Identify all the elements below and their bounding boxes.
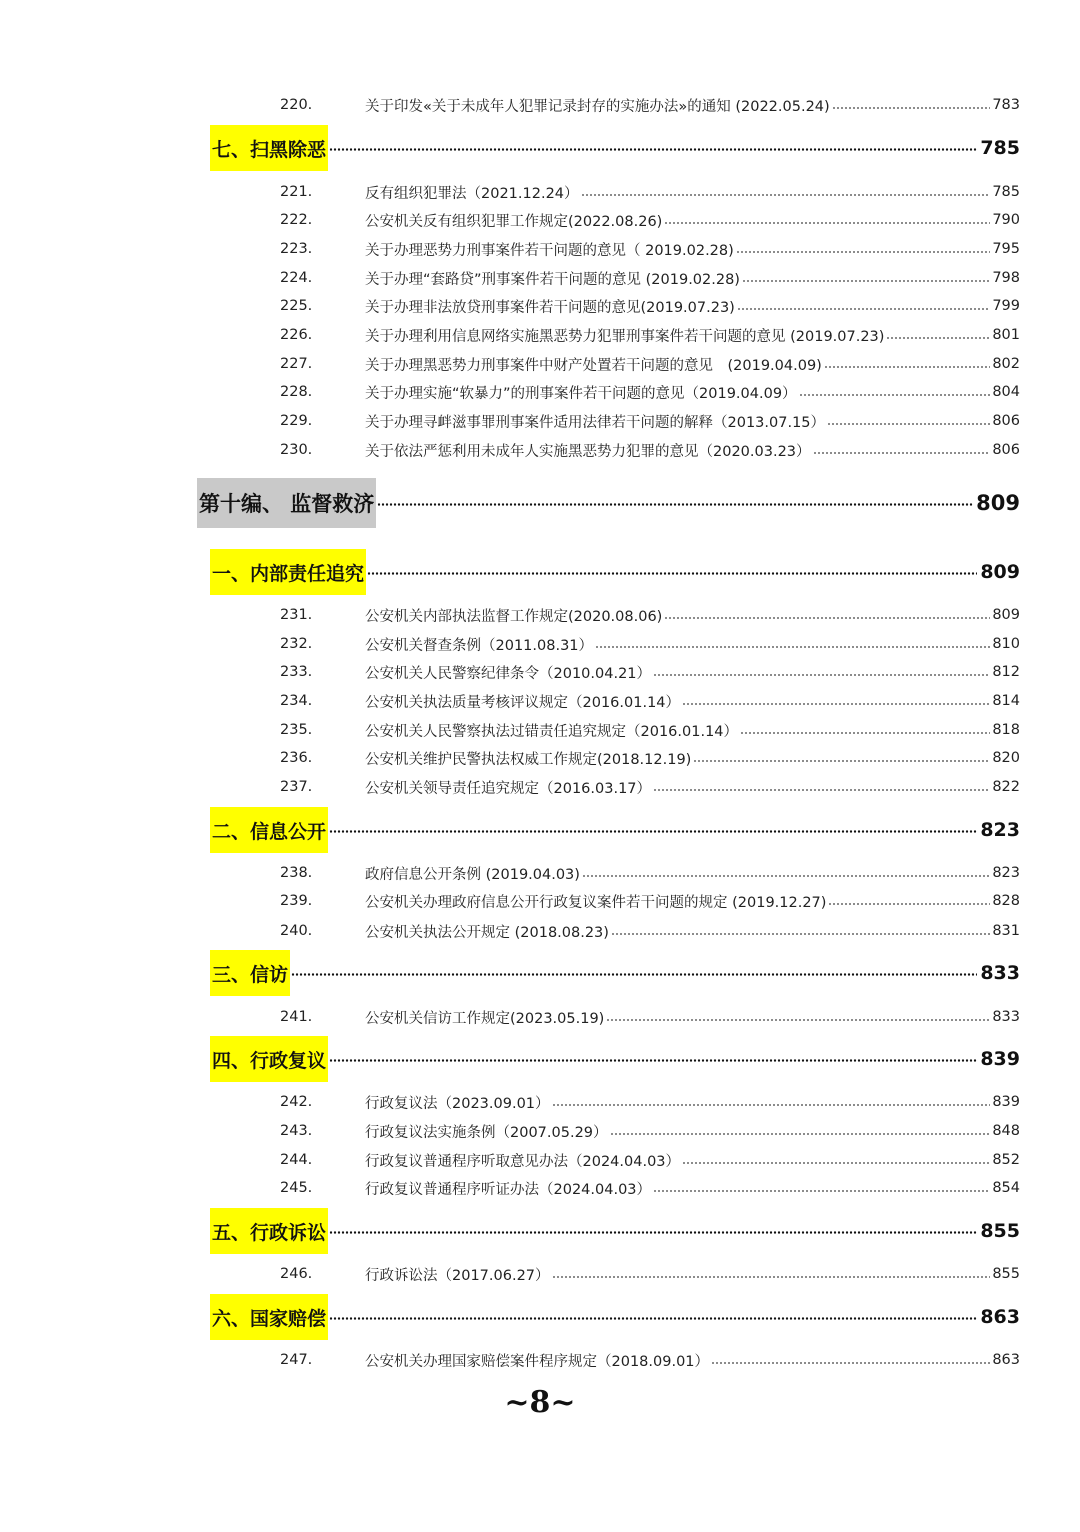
page-ref: 839: [980, 1048, 1020, 1070]
page-ref: 785: [992, 184, 1020, 200]
dot-leader: [291, 973, 977, 976]
dot-leader: [653, 674, 990, 676]
entry-number: 224.: [280, 270, 313, 286]
entry-title: 公安机关人民警察纪律条令（2010.04.21）: [365, 665, 652, 682]
toc-entry: [280, 92, 1020, 118]
toc-section-heading: [210, 125, 1020, 171]
toc-section-heading: [210, 1036, 1020, 1082]
page-ref: 833: [992, 1009, 1020, 1025]
entry-title: 公安机关内部执法监督工作规定(2020.08.06): [365, 608, 663, 625]
entry-title: 政府信息公开条例 (2019.04.03): [365, 866, 580, 883]
dot-leader: [824, 366, 990, 368]
entry-number: 245.: [280, 1180, 313, 1196]
entry-title: 行政复议普通程序听取意见办法（2024.04.03）: [365, 1153, 681, 1170]
dot-leader: [682, 1162, 990, 1164]
heading-title: 一、内部责任追究: [210, 549, 366, 595]
entry-title: 公安机关信访工作规定(2023.05.19): [365, 1010, 605, 1027]
entry-number: 223.: [280, 241, 313, 257]
dot-leader: [682, 703, 990, 705]
entry-number: 246.: [280, 1266, 313, 1282]
page-ref: 855: [992, 1266, 1020, 1282]
entry-title: 关于办理实施“软暴力”的刑事案件若干问题的意见（2019.04.09）: [365, 385, 797, 402]
heading-title: 第十编、 监督救济: [197, 478, 376, 528]
toc-entry: [280, 888, 1020, 914]
dot-leader: [595, 646, 990, 648]
entry-title: 行政复议普通程序听证办法（2024.04.03）: [365, 1181, 652, 1198]
page-ref: 852: [992, 1152, 1020, 1168]
page-ref: 799: [992, 298, 1020, 314]
entry-number: 220.: [280, 97, 313, 113]
dot-leader: [377, 503, 973, 506]
toc-section-heading: [210, 807, 1020, 853]
heading-title: 二、信息公开: [210, 807, 328, 853]
toc-entry: [280, 179, 1020, 205]
toc-section-heading: [210, 549, 1020, 595]
page-number: ~8~: [504, 1385, 576, 1420]
entry-number: 239.: [280, 893, 313, 909]
entry-title: 关于办理寻衅滋事罪刑事案件适用法律若干问题的解释（2013.07.15）: [365, 414, 826, 431]
entry-title: 公安机关办理政府信息公开行政复议案件若干问题的规定 (2019.12.27): [365, 894, 827, 911]
dot-leader: [886, 337, 990, 339]
entry-number: 244.: [280, 1152, 313, 1168]
toc-part-heading: [197, 478, 1020, 528]
toc-entry: [280, 408, 1020, 434]
dot-leader: [552, 1104, 991, 1106]
toc-entry: [280, 265, 1020, 291]
toc-entry: [280, 293, 1020, 319]
entry-title: 关于办理黑恶势力刑事案件中财产处置若干问题的意见 (2019.04.09): [365, 357, 822, 374]
heading-title: 六、国家赔偿: [210, 1294, 328, 1340]
entry-title: 行政复议法实施条例（2007.05.29）: [365, 1124, 608, 1141]
entry-number: 222.: [280, 212, 313, 228]
toc-entry: [280, 207, 1020, 233]
dot-leader: [832, 107, 991, 109]
dot-leader: [329, 1059, 977, 1062]
entry-number: 221.: [280, 184, 313, 200]
page-ref: 820: [992, 750, 1020, 766]
entry-title: 行政诉讼法（2017.06.27）: [365, 1267, 550, 1284]
toc-entry: [280, 717, 1020, 743]
page-ref: 863: [992, 1352, 1020, 1368]
toc-entry: [280, 1004, 1020, 1030]
entry-title: 行政复议法（2023.09.01）: [365, 1095, 550, 1112]
page-ref: 809: [992, 607, 1020, 623]
entry-number: 235.: [280, 722, 313, 738]
toc-entry: [280, 774, 1020, 800]
page-ref: 798: [992, 270, 1020, 286]
page-ref: 831: [992, 923, 1020, 939]
page-ref: 848: [992, 1123, 1020, 1139]
entry-number: 247.: [280, 1352, 313, 1368]
entry-number: 240.: [280, 923, 313, 939]
dot-leader: [653, 789, 990, 791]
entry-number: 225.: [280, 298, 313, 314]
dot-leader: [581, 194, 991, 196]
dot-leader: [329, 1231, 977, 1234]
page-ref: 823: [992, 865, 1020, 881]
entry-title: 公安机关执法质量考核评议规定（2016.01.14）: [365, 694, 681, 711]
entry-title: 公安机关领导责任追究规定（2016.03.17）: [365, 780, 652, 797]
entry-title: 公安机关办理国家赔偿案件程序规定（2018.09.01）: [365, 1353, 710, 1370]
dot-leader: [799, 394, 991, 396]
entry-number: 231.: [280, 607, 313, 623]
dot-leader: [552, 1276, 991, 1278]
page-ref: 809: [980, 561, 1020, 583]
dot-leader: [653, 1190, 990, 1192]
toc-entry: [280, 1347, 1020, 1373]
dot-leader: [711, 1362, 990, 1364]
toc-entry: [280, 688, 1020, 714]
dot-leader: [828, 903, 990, 905]
page-ref: 809: [976, 491, 1020, 515]
heading-title: 五、行政诉讼: [210, 1208, 328, 1254]
dot-leader: [610, 1133, 991, 1135]
dot-leader: [329, 830, 977, 833]
dot-leader: [329, 148, 977, 151]
entry-title: 关于印发«关于未成年人犯罪记录封存的实施办法»的通知 (2022.05.24): [365, 98, 830, 115]
page-ref: 801: [992, 327, 1020, 343]
toc-entry: [280, 602, 1020, 628]
page-ref: 828: [992, 893, 1020, 909]
toc-entry: [280, 351, 1020, 377]
dot-leader: [329, 1317, 977, 1320]
page-ref: 863: [980, 1306, 1020, 1328]
page-ref: 804: [992, 384, 1020, 400]
entry-number: 227.: [280, 356, 313, 372]
dot-leader: [737, 308, 990, 310]
dot-leader: [740, 732, 990, 734]
dot-leader: [606, 1019, 990, 1021]
dot-leader: [367, 572, 977, 575]
page-ref: 806: [992, 413, 1020, 429]
toc-entry: [280, 1118, 1020, 1144]
entry-number: 226.: [280, 327, 313, 343]
dot-leader: [742, 280, 990, 282]
entry-number: 232.: [280, 636, 313, 652]
toc-entry: [280, 918, 1020, 944]
dot-leader: [813, 452, 991, 454]
page-ref: 802: [992, 356, 1020, 372]
toc-entry: [280, 659, 1020, 685]
entry-title: 关于办理非法放贷刑事案件若干问题的意见(2019.07.23): [365, 299, 735, 316]
entry-title: 公安机关执法公开规定 (2018.08.23): [365, 924, 609, 941]
toc-entry: [280, 236, 1020, 262]
entry-number: 233.: [280, 664, 313, 680]
entry-title: 反有组织犯罪法（2021.12.24）: [365, 185, 579, 202]
heading-title: 三、信访: [210, 950, 290, 996]
entry-number: 229.: [280, 413, 313, 429]
toc-section-heading: [210, 1208, 1020, 1254]
toc-entry: [280, 1089, 1020, 1115]
toc-entry: [280, 1261, 1020, 1287]
page-ref: 854: [992, 1180, 1020, 1196]
entry-title: 关于办理“套路贷”刑事案件若干问题的意见 (2019.02.28): [365, 271, 740, 288]
entry-title: 公安机关人民警察执法过错责任追究规定（2016.01.14）: [365, 723, 739, 740]
page-ref: 783: [992, 97, 1020, 113]
entry-number: 242.: [280, 1094, 313, 1110]
toc-section-heading: [210, 950, 1020, 996]
page-ref: 839: [992, 1094, 1020, 1110]
entry-title: 关于办理恶势力刑事案件若干问题的意见（ 2019.02.28): [365, 242, 734, 259]
heading-title: 七、扫黑除恶: [210, 125, 328, 171]
page-ref: 823: [980, 819, 1020, 841]
dot-leader: [611, 933, 990, 935]
entry-title: 关于办理利用信息网络实施黑恶势力犯罪刑事案件若干问题的意见 (2019.07.23): [365, 328, 885, 345]
dot-leader: [736, 251, 991, 253]
entry-number: 228.: [280, 384, 313, 400]
entry-title: 公安机关维护民警执法权威工作规定(2018.12.19): [365, 751, 692, 768]
page-ref: 812: [992, 664, 1020, 680]
entry-number: 243.: [280, 1123, 313, 1139]
page-ref: 833: [980, 962, 1020, 984]
page-ref: 822: [992, 779, 1020, 795]
page-ref: 790: [992, 212, 1020, 228]
entry-number: 241.: [280, 1009, 313, 1025]
toc-entry: [280, 631, 1020, 657]
entry-title: 关于依法严惩利用未成年人实施黑恶势力犯罪的意见（2020.03.23）: [365, 443, 811, 460]
toc-entry: [280, 322, 1020, 348]
entry-number: 237.: [280, 779, 313, 795]
toc-entry: [280, 437, 1020, 463]
page-ref: 818: [992, 722, 1020, 738]
heading-title: 四、行政复议: [210, 1036, 328, 1082]
page-ref: 785: [980, 137, 1020, 159]
page-ref: 795: [992, 241, 1020, 257]
dot-leader: [827, 423, 990, 425]
dot-leader: [664, 222, 990, 224]
toc-entry: [280, 1147, 1020, 1173]
entry-number: 238.: [280, 865, 313, 881]
dot-leader: [693, 760, 990, 762]
dot-leader: [582, 875, 990, 877]
toc-entry: [280, 379, 1020, 405]
entry-number: 230.: [280, 442, 313, 458]
entry-title: 公安机关反有组织犯罪工作规定(2022.08.26): [365, 213, 663, 230]
page-ref: 810: [992, 636, 1020, 652]
toc-section-heading: [210, 1294, 1020, 1340]
entry-number: 234.: [280, 693, 313, 709]
toc-entry: [280, 1175, 1020, 1201]
page-ref: 855: [980, 1220, 1020, 1242]
page-ref: 806: [992, 442, 1020, 458]
toc-entry: [280, 745, 1020, 771]
entry-number: 236.: [280, 750, 313, 766]
toc-entry: [280, 860, 1020, 886]
dot-leader: [664, 617, 990, 619]
entry-title: 公安机关督查条例（2011.08.31）: [365, 637, 594, 654]
page-ref: 814: [992, 693, 1020, 709]
